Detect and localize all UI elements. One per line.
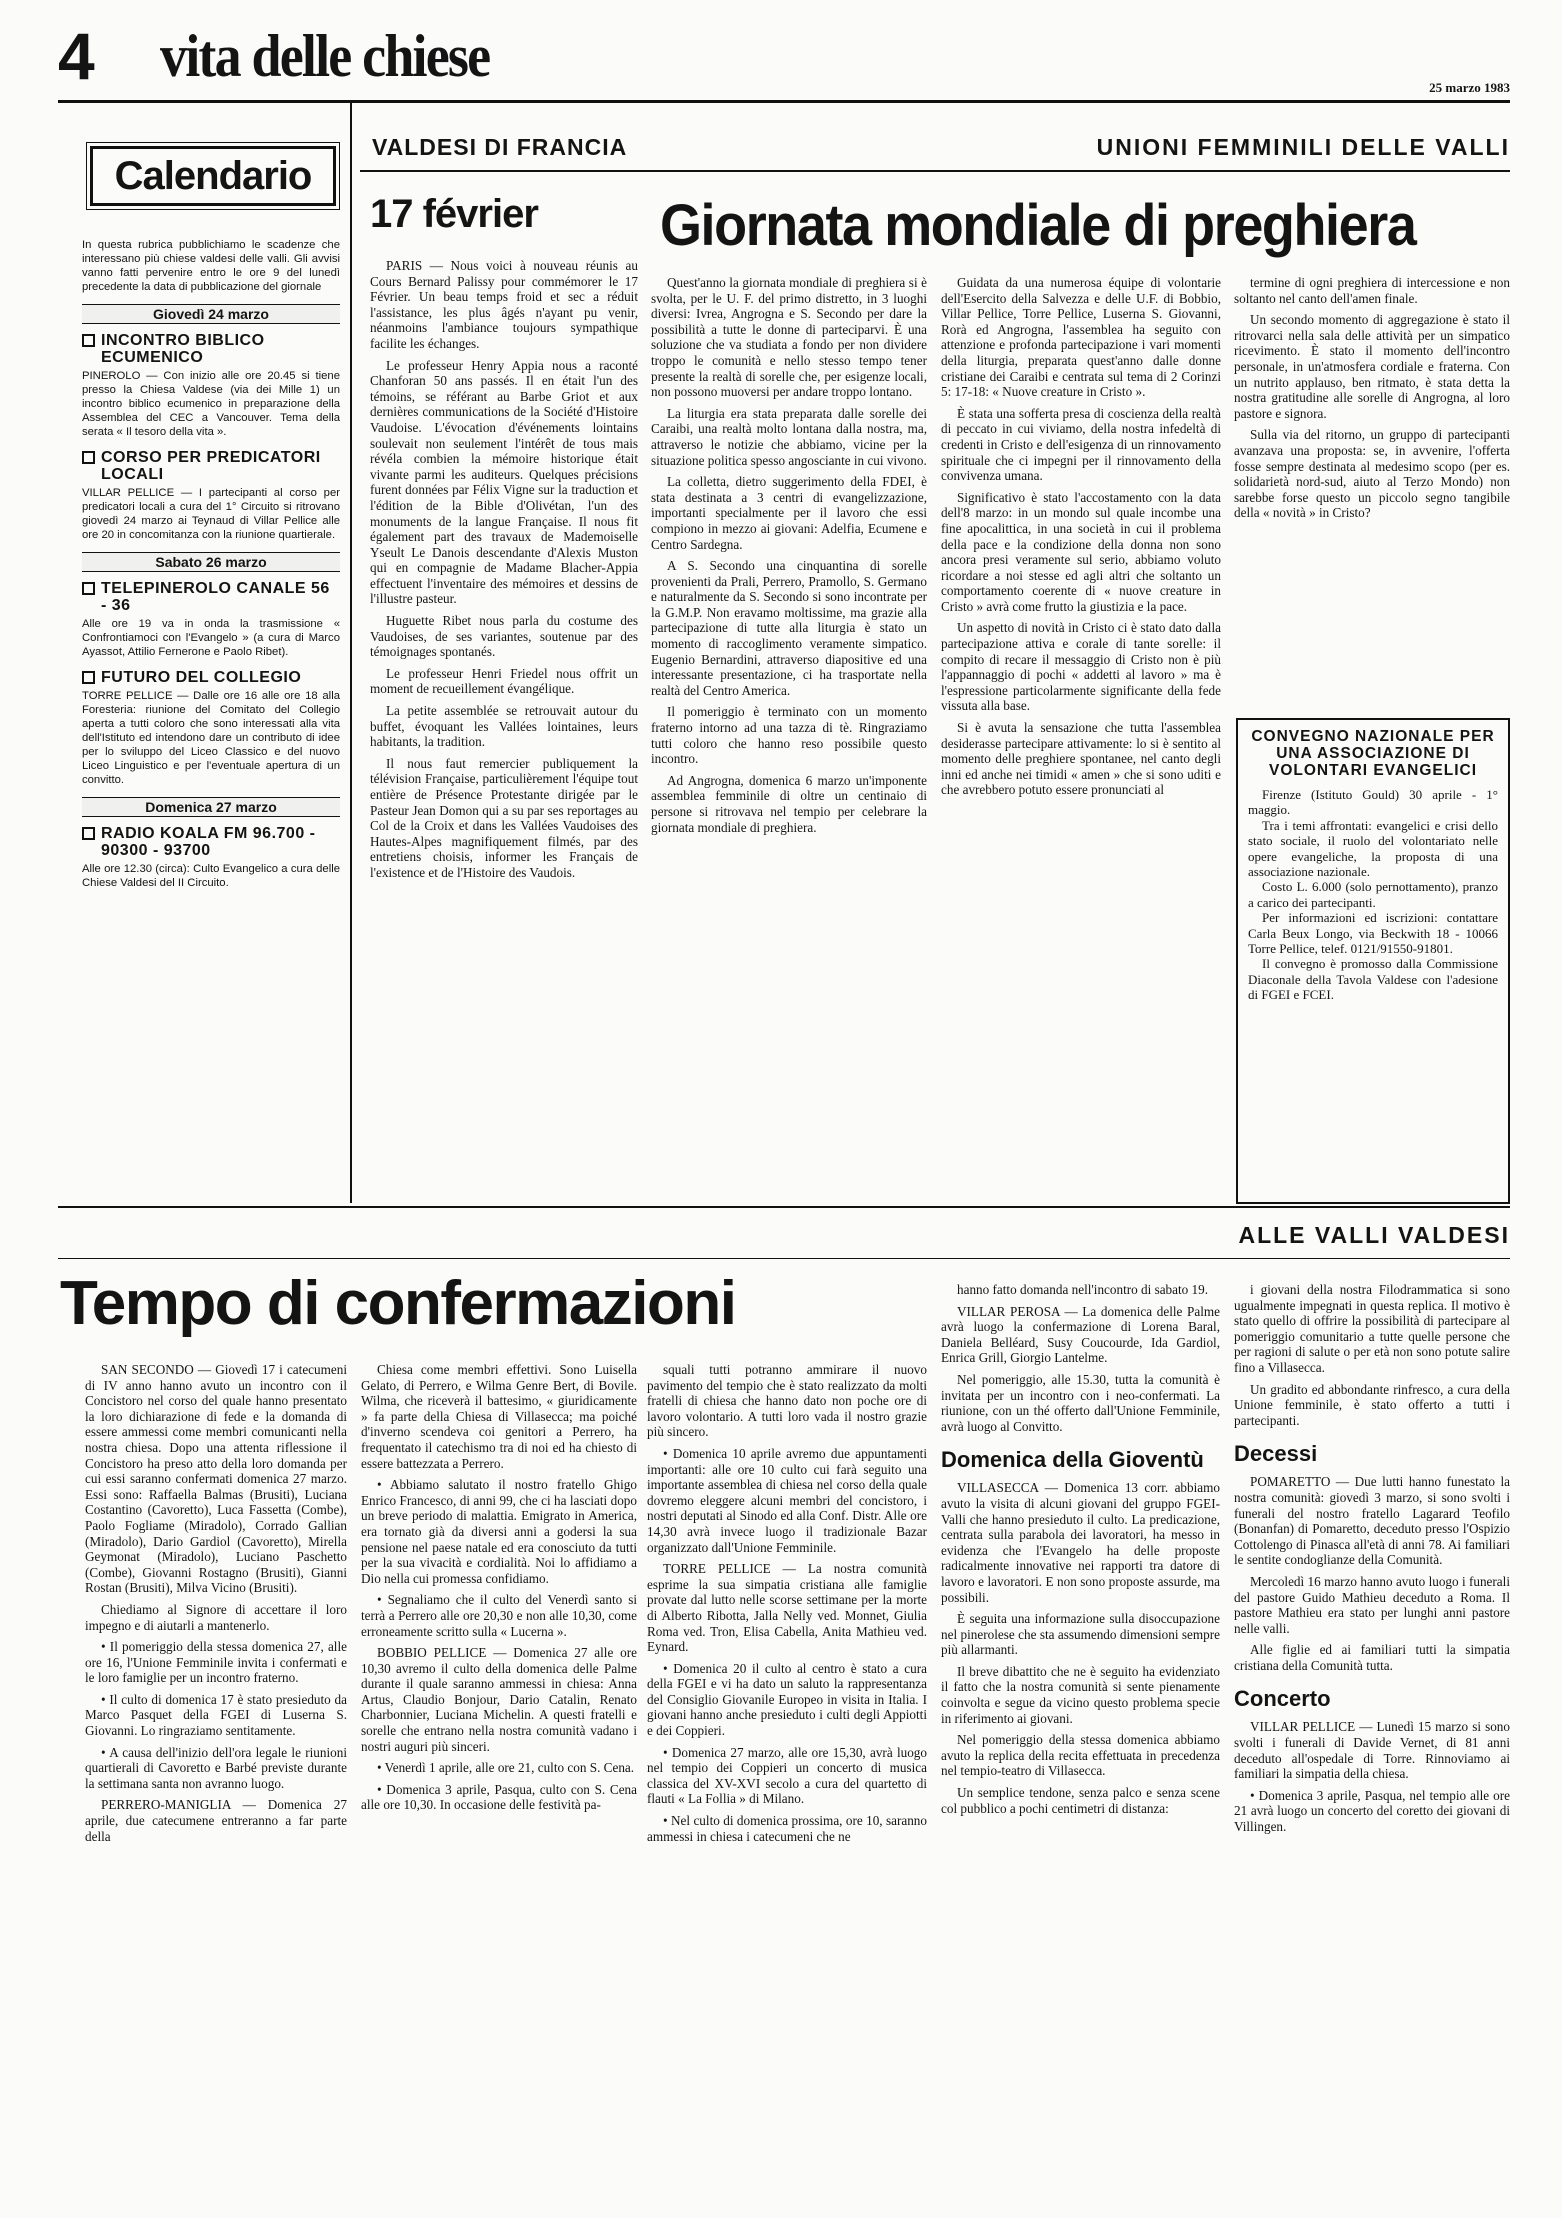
gioventu-heading: Domenica della Gioventù bbox=[941, 1447, 1204, 1473]
page-number: 4 bbox=[58, 19, 95, 93]
issue-date: 25 marzo 1983 bbox=[1429, 80, 1510, 95]
calendar-event-title bbox=[82, 669, 340, 686]
section-rule bbox=[360, 170, 1510, 172]
paragraph: BOBBIO PELLICE — Domenica 27 alle ore 10,30 avremo il culto della domenica delle Palme durante il quale saranno ammessi in chiesa: Anna Artus, Claudio Bonjour, Dario Catalin, Renato Charbonnier, Luciana Michelin. A questi fratelli e sorelle che entrano nella nostra comunità vadano i nostri auguri più sinceri. bbox=[361, 1645, 637, 1754]
paragraph: Si è avuta la sensazione che tutta l'assemblea desiderasse partecipare attivamente: lo si è sentito al momento delle preghiere spontanee, nel canto degli inni ed anche nei timidi « amen » che si sono uditi e che avrebbero potuto essere pronunciati al bbox=[941, 720, 1221, 798]
paragraph: Il pomeriggio è terminato con un momento fraterno intorno ad una tazza di tè. Ringraziamo tutti coloro che hanno reso possibile questo incontro. bbox=[651, 704, 927, 767]
giornata-headline: Giornata mondiale di preghiera bbox=[660, 193, 1416, 258]
paragraph: A S. Secondo una cinquantina di sorelle provenienti da Prali, Perrero, Pramollo, S. Germano e naturalmente da S. Secondo si sono incontrate per la G.M.P. Non eravamo moltissime, ma grazie alla partecipazione di tutte alla liturgia è stato un momento di raccoglimento veramente simpatico. Eugenio Bernardini, attraverso diapositive ed una interessante presentazione, ci ha trasportate nella realtà del Centro America. bbox=[651, 558, 927, 698]
section-label-unioni: UNIONI FEMMINILI DELLE VALLI bbox=[1096, 134, 1510, 160]
event-title-text: INCONTRO BIBLICO ECUMENICO bbox=[101, 332, 265, 366]
calendar-date-bar: Domenica 27 marzo bbox=[82, 797, 340, 817]
event-title-text: RADIO KOALA FM 96.700 - 90300 - 93700 bbox=[101, 825, 316, 859]
paragraph: • Domenica 20 il culto al centro è stato a cura della FGEI e vi ha dato un saluto la rappresentanza del Consiglio Giovanile Europeo in visita in Italia. I giovani hanno anche presieduto i culti degli Appiotti e dei Coppieri. bbox=[647, 1660, 927, 1739]
paragraph: Il breve dibattito che ne è seguito ha evidenziato il fatto che la nostra comunità si sente pienamente coinvolta e segue da vicino questo problema specie in riferimento ai giovani. bbox=[941, 1663, 1220, 1726]
paragraph: La liturgia era stata preparata dalle sorelle dei Caraibi, una realtà molto lontana dalla nostra, ma, attraverso le notizie che abbiamo, vicine per la situazione politica spesso angosciante in cui vivono. bbox=[651, 405, 927, 468]
giornata-col-1 bbox=[651, 275, 927, 835]
paragraph: Firenze (Istituto Gould) 30 aprile - 1° maggio. bbox=[1248, 787, 1498, 818]
event-title-text: CORSO PER PREDICATORI LOCALI bbox=[101, 449, 321, 483]
paragraph: • Venerdì 1 aprile, alle ore 21, culto con S. Cena. bbox=[377, 1760, 635, 1776]
calendar-event-text: Alle ore 19 va in onda la trasmissione « Confrontiamoci con l'Evangelo » (a cura di Marco Ayassot, Attilio Fernerone e Paolo Ribet). bbox=[82, 618, 340, 658]
calendario-days bbox=[82, 304, 340, 890]
calendar-event-text: Alle ore 12.30 (circa): Culto Evangelico a cura delle Chiese Valdesi del II Circuito. bbox=[82, 863, 340, 889]
paragraph: È seguita una informazione sulla disoccupazione nel pinerolese che sta assumendo dimensioni sempre più allarmanti. bbox=[941, 1611, 1220, 1658]
paragraph: Un aspetto di novità in Cristo ci è stato dato dalla partecipazione attiva e corale di tante sorelle: il compito di recare il messaggio di Cristo non è più l'appannaggio di pochi « addetti al lavoro » ma è l'espressione particolarmente significante della fede vissuta alla base. bbox=[941, 620, 1221, 714]
paragraph: • Abbiamo salutato il nostro fratello Ghigo Enrico Francesco, di anni 99, che ci ha lasciati dopo un breve periodo di malattia. Emigrato in America, era tornato già da diversi anni a godersi la sua pensione nel paese natale ed era conosciuto da tutti per la sua vivacità e cordialità. Noi lo affidiamo a Dio nella cui promessa confidiamo. bbox=[361, 1477, 637, 1586]
calendar-event-title bbox=[82, 580, 340, 614]
header-rule bbox=[58, 100, 1510, 103]
calendar-event-text: TORRE PELLICE — Dalle ore 16 alle ore 18 alla Foresteria: riunione del Comitato del Collegio aperta a tutti coloro che sono interessati alla vita dell'Istituto ed intendono dare un contributo di idee per lo sviluppo del Liceo Classico e del nuovo Liceo Linguistico e per l'eventuale apertura di un convitto. bbox=[82, 690, 340, 786]
paragraph: i giovani della nostra Filodrammatica si sono ugualmente impegnati in questa replica. Il motivo è stato quello di offrire la possibilità di partecipare al pomeriggio comunitario a tutte quelle persone che per ragioni di salute o per età non sono potute salire fino a Villasecca. bbox=[1234, 1282, 1510, 1375]
concerto-text bbox=[1234, 1719, 1510, 1834]
paragraph: PARIS — Nous voici à nouveau réunis au Cours Bernard Palissy pour commémorer le 17 Février. Un beau temps froid et sec a réduit l'assistance, les plus âgés n'ayant pu venir, néanmoins l'ambiance toujours sympathique facilite les échanges. bbox=[370, 258, 638, 351]
paragraph: Ad Angrogna, domenica 6 marzo un'imponente assemblea femminile di oltre un centinaio di persone si ritrovava nel tempio per celebrare la giornata mondiale di preghiera. bbox=[651, 772, 927, 835]
paragraph: Mercoledì 16 marzo hanno avuto luogo i funerali del pastore Guido Mathieu deceduto a Roma. Il pastore Mathieu era stato per lunghi anni pastore nelle valli. bbox=[1234, 1573, 1510, 1636]
calendar-date-bar: Sabato 26 marzo bbox=[82, 552, 340, 572]
convegno-box bbox=[1236, 718, 1510, 1204]
paragraph: PERRERO-MANIGLIA — Domenica 27 aprile, due catecumene entreranno a far parte della bbox=[85, 1797, 347, 1844]
paragraph: • Domenica 3 aprile, Pasqua, nel tempio alle ore 21 avrà luogo un concerto del coretto dei giovani di Villingen. bbox=[1234, 1787, 1510, 1835]
paragraph: POMARETTO — Due lutti hanno funestato la nostra comunità: giovedì 3 marzo, si sono svolti i funerali del nostro fratello Lagarard Teofilo (Bonanfan) di Pomaretto, deceduto presso l'Ospizio Cottolengo di Pinasca all'età di anni 78. Ai familiari le sentite condoglianze della Comunità. bbox=[1234, 1474, 1510, 1568]
giornata-col-2 bbox=[941, 275, 1221, 798]
paragraph: • A causa dell'inizio dell'ora legale le riunioni quartierali di Cavoretto e Barbé previste durante la settimana santa non avranno luogo. bbox=[85, 1744, 347, 1791]
paragraph: SAN SECONDO — Giovedì 17 i catecumeni di IV anno hanno avuto un incontro con il Concistoro nel corso del quale hanno presentato la loro dichiarazione di fede e la domanda di essere ammessi come membri comunicanti nella nostra chiesa. Dopo una attenta riflessione il Concistoro ha preso atto della loro domanda per cui essi saranno confermati domenica 27 marzo. Essi sono: Raffaella Balmas (Brusiti), Luciana Costantino (Cavoretto), Luca Fassetta (Combe), Paolo Fogliame (Miradolo), Corrado Gallian (Miradolo), Dario Gardiol (Cavoretto), Mirella Geymonat (Miradolo), Luciano Paschetto (Combe), Giovanni Rostagno (Brusiti), Gianni Rostan (Brusiti), Milva Vicino (Brusiti). bbox=[85, 1362, 347, 1596]
paragraph: Huguette Ribet nous parla du costume des Vaudoises, de ses variantes, soutenue par des témoignages spontanés. bbox=[370, 613, 638, 660]
checkbox-square-icon bbox=[82, 671, 95, 684]
decessi-heading: Decessi bbox=[1234, 1441, 1318, 1467]
paragraph: Sulla via del ritorno, un gruppo di partecipanti avanzava una proposta: se, in avvenire, l'offerta fosse sempre destinata al medesimo scopo (per es. solidarietà nord-sud, aiuto al Terzo Mondo) non sarebbe forse questo un piccolo segno tangibile della « novità » in Cristo? bbox=[1234, 427, 1510, 521]
paragraph: VILLAR PELLICE — Lunedì 15 marzo si sono svolti i funerali di Davide Vernet, di 81 anni deceduto all'ospedale di Torre. Rinnoviamo ai familiari la simpatia della chiesa. bbox=[1234, 1719, 1510, 1782]
paragraph: Alle figlie ed ai familiari tutti la simpatia cristiana della Comunità tutta. bbox=[1234, 1642, 1510, 1673]
filodrammatica-text bbox=[1234, 1282, 1510, 1428]
calendar-event-title bbox=[82, 332, 340, 366]
valli-col-5 bbox=[1234, 1282, 1510, 1835]
event-title-text: FUTURO DEL COLLEGIO bbox=[101, 669, 302, 686]
checkbox-square-icon bbox=[82, 334, 95, 347]
valli-col-1 bbox=[85, 1362, 347, 1844]
paragraph: hanno fatto domanda nell'incontro di sabato 19. bbox=[957, 1282, 1209, 1297]
paragraph: • Nel culto di domenica prossima, ore 10, saranno ammessi in chiesa i catecumeni che ne bbox=[647, 1813, 927, 1844]
calendario-column bbox=[82, 238, 340, 900]
paragraph: • Segnaliamo che il culto del Venerdì santo si terrà a Perrero alle ore 20,30 e non alle 10,30, come erroneamente scritto sulla « Lucerna ». bbox=[361, 1592, 637, 1639]
calendar-event-text: VILLAR PELLICE — I partecipanti al corso per predicatori locali a cura del 1° Circuito si ritrovano giovedì 24 marzo ai Teynaud di Villar Pellice alle ore 20 in concomitanza con la riunione quartierale. bbox=[82, 487, 340, 541]
paragraph: Chiesa come membri effettivi. Sono Luisella Gelato, di Perrero, e Wilma Genre Bert, di Bovile. Wilma, che riceverà il battesimo, « giuridicamente » fa parte della Chiesa di Villasecca; ma poiché d'inverno scendeva coi genitori a Perrero, ha frequentato il catechismo tra di noi ed ha chiesto di essere battezzata a Perrero. bbox=[361, 1362, 637, 1471]
paragraph: È stata una sofferta presa di coscienza della realtà di peccato in cui viviamo, della nostra infedeltà di credenti in Cristo e dell'esigenza di un rinnovamento spirituale che ci impegni per il rinnovamento della convivenza umana. bbox=[941, 405, 1221, 484]
villasecca-text bbox=[941, 1480, 1220, 1816]
paragraph: termine di ogni preghiera di intercessione e non soltanto nel canto dell'amen finale. bbox=[1234, 275, 1510, 306]
convegno-title: CONVEGNO NAZIONALE PER UNA ASSOCIAZIONE DI VOLONTARI EVANGELICI bbox=[1251, 728, 1495, 779]
paragraph: Nel pomeriggio, alle 15.30, tutta la comunità è invitata per un incontro con i neo-confermati. La riunione, con un thé offerto dall'Unione Femminile, avrà luogo al Convitto. bbox=[941, 1371, 1220, 1434]
section-label-francia: VALDESI DI FRANCIA bbox=[372, 134, 628, 160]
paragraph: Chiediamo al Signore di accettare il loro impegno e di aiutarli a mantenerlo. bbox=[85, 1601, 347, 1633]
calendar-event-title bbox=[82, 825, 340, 859]
convegno-text bbox=[1248, 787, 1498, 1003]
paragraph: VILLASECCA — Domenica 13 corr. abbiamo avuto la visita di alcuni giovani del gruppo FGEI-Valli che hanno presieduto il culto. La predicazione, centrata sulla parabola dei lavoratori, ha messo in evidenza che l'Evangelo ha delle proposte radicalmente innovative nei rapporti tra datore di lavoro e lavoratori. E non sono proposte assurde, ma possibili. bbox=[941, 1480, 1220, 1605]
paragraph: Per informazioni ed iscrizioni: contattare Carla Beux Longo, via Beckwith 18 - 10066 Torre Pellice, telef. 0121/91550-91801. bbox=[1248, 910, 1498, 957]
paragraph: Significativo è stato l'accostamento con la data dell'8 marzo: in un mondo sul quale incombe una fine apocalittica, in una società in cui il problema della pace e la condizione della donna non sono ancora presi veramente sul serio, abbiamo voluto ricordare a noi stesse ed agli altri che soltanto un comportamento coerente di « nuove creature in Cristo » avrà come frutto la giustizia e la pace. bbox=[941, 489, 1221, 614]
newspaper-section-title: vita delle chiese bbox=[160, 23, 490, 89]
section-rule bbox=[58, 1258, 1510, 1259]
paragraph: • Il pomeriggio della stessa domenica 27, alle ore 16, l'Unione Femminile invita i confermati e le loro famiglie per un incontro fraterno. bbox=[85, 1639, 347, 1686]
calendar-event-text: PINEROLO — Con inizio alle ore 20.45 si tiene presso la Chiesa Valdese (via dei Mille 1) un incontro biblico ecumenico in preparazione della Assemblea del CEC a Vancouver. Tema della serata « Il tesoro della vita ». bbox=[82, 370, 340, 438]
paragraph: Costo L. 6.000 (solo pernottamento), pranzo a carico dei partecipanti. bbox=[1248, 879, 1498, 910]
paragraph: La colletta, dietro suggerimento della FDEI, è stata destinata a 3 centri di evangelizzazione, importanti specialmente per il lavoro che essi compiono in mezzo ai giovani: Adelfia, Ecumene e Centro Sardegna. bbox=[651, 474, 927, 552]
column-divider bbox=[350, 103, 352, 1203]
paragraph: squali tutti potranno ammirare il nuovo pavimento del tempio che è stato realizzato da molti fratelli di chiesa che hanno dato non poche ore di lavoro volontario. A tutti loro vada il nostro grazie più sincero. bbox=[647, 1362, 927, 1440]
paragraph: Il convegno è promosso dalla Commissione Diaconale della Tavola Valdese con l'adesione di FGEI e FCEI. bbox=[1248, 956, 1498, 1003]
concerto-heading: Concerto bbox=[1234, 1686, 1331, 1712]
section-label-valli: ALLE VALLI VALDESI bbox=[1238, 1222, 1510, 1248]
checkbox-square-icon bbox=[82, 827, 95, 840]
villar-perosa-text bbox=[941, 1282, 1220, 1434]
paragraph: Quest'anno la giornata mondiale di preghiera si è svolta, per le U. F. del primo distretto, in 3 luoghi diversi: Ivrea, Angrogna e S. Secondo per dare la possibilità a tutte le donne di parteciparvi. È una soluzione che va studiata a fondo per non dividere troppo le comunità e nello stesso tempo tener presente la realtà di sorelle che, per esigenze locali, non possono muoversi per andare troppo lontano. bbox=[651, 275, 927, 400]
paragraph: Il nous faut remercier publiquement la télévision Française, particulièrement l'équipe tout entière de Présence Protestante dirigée par le Pasteur Jean Domon qui a su par ses reportages au Col de la Croix et dans les Vallées Vaudoises des Hautes-Alpes magnifiquement filmés, par des entretiens choisis, informer les Français de l'existence et de l'Histoire des Vaudois. bbox=[370, 755, 638, 880]
calendario-intro: In questa rubrica pubblichiamo le scadenze che interessano più chiese valdesi delle valli. Gli avvisi vanno fatti pervenire entro le ore 9 del lunedì precedente la data di pubblicazione del giornale bbox=[82, 239, 340, 293]
checkbox-square-icon bbox=[82, 451, 95, 464]
paragraph: • Domenica 27 marzo, alle ore 15,30, avrà luogo nel tempio dei Coppieri un concerto di musica classica del XV-XVI secolo a cura del quartetto di flauti « La Follia » di Milano. bbox=[647, 1744, 927, 1807]
paragraph: Tra i temi affrontati: evangelici e crisi dello stato sociale, il ruolo del volontariato nelle opere evangeliche, la proposta di una associazione nazionale. bbox=[1248, 817, 1498, 880]
paragraph: • Il culto di domenica 17 è stato presieduto da Marco Pasquet della FGEI di Luserna S. Giovanni. Lo ringraziamo sentitamente. bbox=[85, 1691, 347, 1739]
event-title-text: TELEPINEROLO CANALE 56 - 36 bbox=[101, 580, 330, 614]
francia-article bbox=[370, 258, 638, 881]
calendar-event-title bbox=[82, 449, 340, 483]
section-rule bbox=[58, 1206, 1510, 1208]
paragraph: Le professeur Henry Appia nous a raconté Chanforan 50 ans passés. Il en était l'un des témoins, se référant au Barbe Griot et aux dernières communications de la Société d'Histoire Vaudoise. L'évocation d'événements lointains soulevait non seulement l'intérêt de tous mais révéla combien la mémoire historique était vivante parmi les auditeurs. Quelques précisions furent données par Félix Vigne sur la traduction et l'édition de la Bible d'Olivétan, l'un des monuments de la langue Française. Il nous fit également part des travaux de Mademoiselle Yseult Le Danois descendante d'Alexis Muston qui en compagnie de Madame Blacher-Appia effectuent l'inventaire des mémoires et dessins de l'illustre pasteur. bbox=[370, 357, 638, 607]
paragraph: La petite assemblée se retrouvait autour du buffet, évoquant les Vallées lointaines, leurs habitants, la tradition. bbox=[370, 703, 638, 750]
paragraph: Un secondo momento di aggregazione è stato il ritrovarci nella sala delle attività per un simpatico ricevimento. È stato il momento dell'incontro personale, in un'atmosfera cordiale e fraterna. Con un nutrito applauso, ben ritmato, è stata detta la nostra gratitudine alle sorelle di Angrogna, al loro pastore e signora. bbox=[1234, 312, 1510, 421]
decessi-text bbox=[1234, 1474, 1510, 1673]
paragraph: VILLAR PEROSA — La domenica delle Palme avrà luogo la confermazione di Lorena Baral, Daniela Belléard, Susy Coucourde, Ida Gardiol, Enrica Grill, Giorgio Lantelme. bbox=[941, 1303, 1220, 1366]
paragraph: • Domenica 10 aprile avremo due appuntamenti importanti: alle ore 10 culto cui farà seguito una importante assemblea di chiesa nel corso della quale dovremo eleggere alcuni membri del concistoro, i nostri deputati al Sinodo ed alla Conf. Distr. Alle ore 14,30 avrà invece luogo il tradizionale Bazar organizzato dall'Unione Femminile. bbox=[647, 1445, 927, 1555]
giornata-col-3 bbox=[1234, 275, 1510, 521]
valli-col-3 bbox=[647, 1362, 927, 1844]
calendario-title: Calendario bbox=[90, 146, 336, 206]
paragraph: Un semplice tendone, senza palco e senza scene col pubblico a pochi centimetri di distanza: bbox=[941, 1785, 1220, 1816]
paragraph: Le professeur Henri Friedel nous offrit un moment de recueillement évangélique. bbox=[370, 665, 638, 697]
calendar-date-bar: Giovedì 24 marzo bbox=[82, 304, 340, 324]
valli-col-4 bbox=[941, 1282, 1220, 1816]
paragraph: Nel pomeriggio della stessa domenica abbiamo avuto la replica della recita effettuata in precedenza nel tempio-teatro di Villasecca. bbox=[941, 1732, 1220, 1779]
paragraph: Guidata da una numerosa équipe di volontarie dell'Esercito della Salvezza e delle U.F. di Bobbio, Villar Pellice, Torre Pellice, Luserna S. Giovanni, Rorà ed Angrogna, l'assemblea ha seguito con attenzione e profonda partecipazione i vari momenti della liturgia, preparata quest'anno dalle donne cristiane dei Caraibi e centrata sul tema di 2 Corinzi 5: 17-18: « Nuove creature in Cristo ». bbox=[941, 275, 1221, 400]
valli-headline: Tempo di confermazioni bbox=[60, 1269, 736, 1338]
paragraph: • Domenica 3 aprile, Pasqua, culto con S. Cena alle ore 10,30. In occasione delle festività pa- bbox=[361, 1781, 637, 1813]
paragraph: Un gradito ed abbondante rinfresco, a cura della Unione femminile, è stato offerto a tutti i partecipanti. bbox=[1234, 1381, 1510, 1428]
checkbox-square-icon bbox=[82, 582, 95, 595]
francia-headline: 17 février bbox=[370, 192, 538, 236]
paragraph: TORRE PELLICE — La nostra comunità esprime la sua simpatia cristiana alle famiglie provate dal lutto nelle scorse settimane per la morte di Alberto Ribotta, Jalla Nelly ved. Monnet, Giulia Roma ved. Tron, Elisa Cabella, Anita Mathieu ved. Eynard. bbox=[647, 1561, 927, 1655]
valli-col-2 bbox=[361, 1362, 637, 1813]
